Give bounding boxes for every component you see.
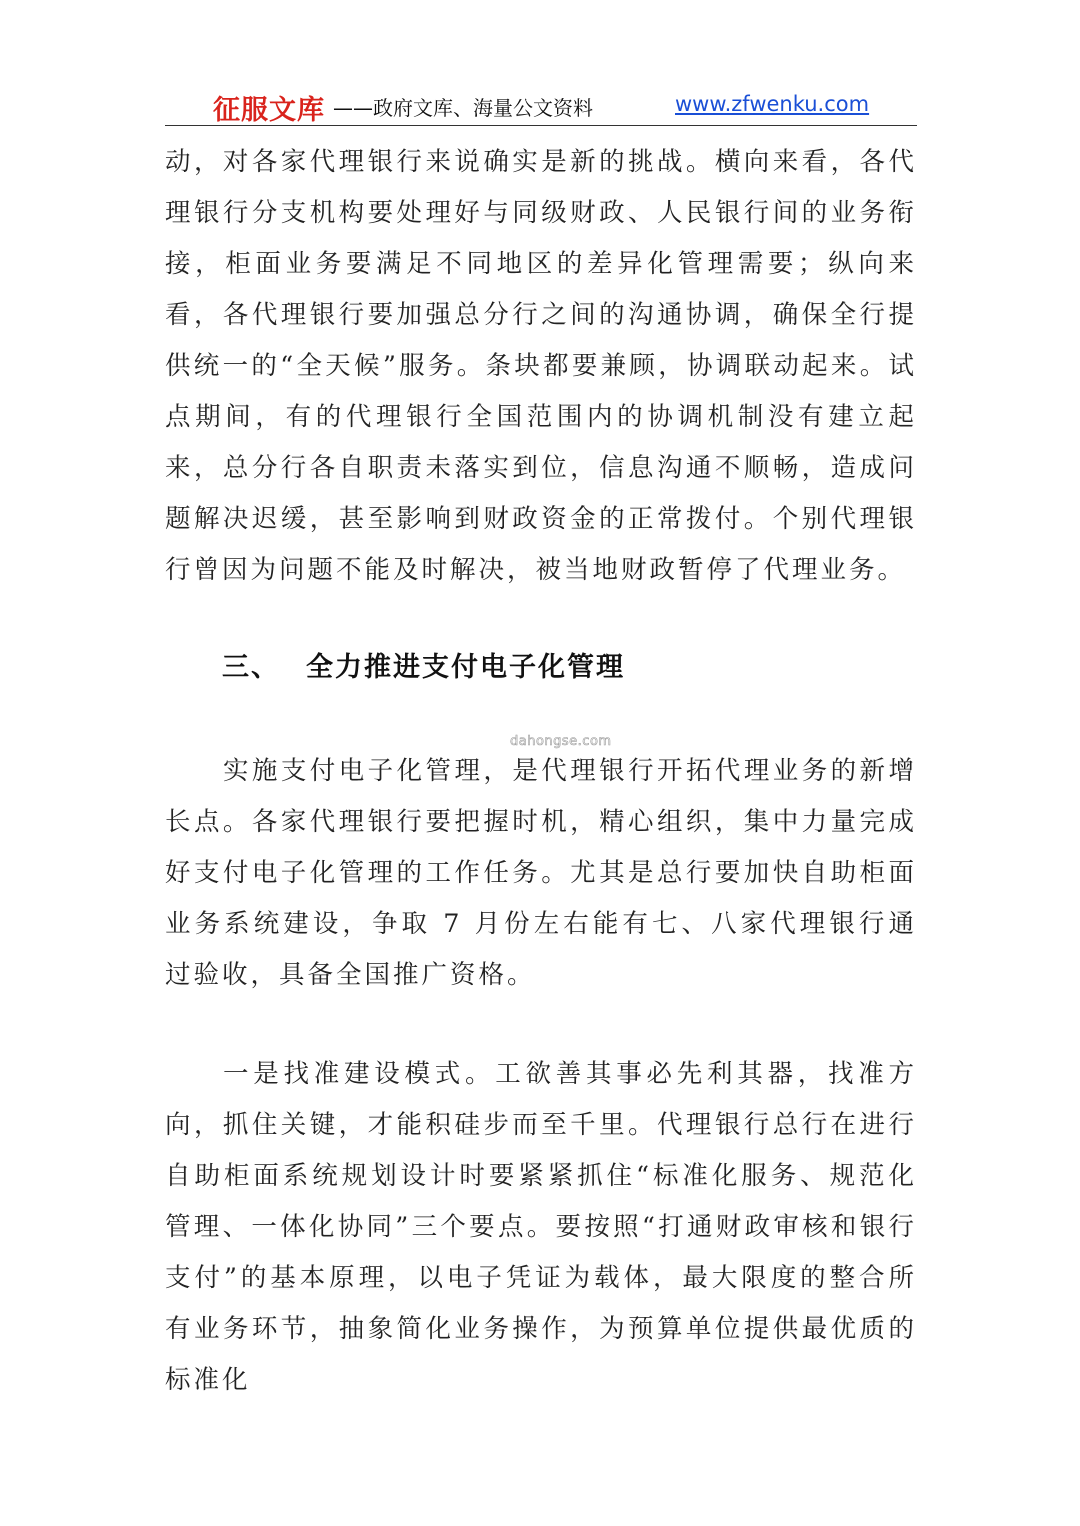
brand-logo-text: 征服文库 [213, 95, 325, 126]
header-tagline: ——政府文库、海量公文资料 [333, 96, 593, 120]
page-header [165, 84, 917, 124]
section-number: 三、 [222, 652, 280, 683]
body-paragraph-1: 动，对各家代理银行来说确实是新的挑战。横向来看，各代理银行分支机构要处理好与同级财政、人民银行间的业务衔接，柜面业务要满足不同地区的差异化管理需要；纵向来看，各代理银行要加强总分行之间的沟通协调，确保全行提供统一的“全天候”服务。条块都要兼顾，协调联动起来。试点期间，有的代理银行全国范围内的协调机制没有建立起来，总分行各自职责未落实到位，信息沟通不顺畅，造成问题解决迟缓，甚至影响到财政资金的正常拨付。个别代理银行曾因为问题不能及时解决，被当地财政暂停了代理业务。 [165, 147, 917, 585]
website-link[interactable]: www.zfwenku.com [675, 92, 870, 116]
body-paragraph-2: 实施支付电子化管理，是代理银行开拓代理业务的新增长点。各家代理银行要把握时机，精心组织，集中力量完成好支付电子化管理的工作任务。尤其是总行要加快自助柜面业务系统建设，争取 7 月份左右能有七、八家代理银行通过验收，具备全国推广资格。 [165, 756, 917, 990]
section-title: 全力推进支付电子化管理 [306, 652, 625, 683]
section-heading [222, 645, 625, 684]
header-divider [165, 125, 917, 126]
watermark: dahongse.com [510, 734, 612, 749]
body-paragraph-3: 一是找准建设模式。工欲善其事必先利其器，找准方向，抓住关键，才能积硅步而至千里。代理银行总行在进行自助柜面系统规划设计时要紧紧抓住“标准化服务、规范化管理、一体化协同”三个要点。要按照“打通财政审核和银行支付”的基本原理，以电子凭证为载体，最大限度的整合所有业务环节，抽象简化业务操作，为预算单位提供最优质的标准化 [165, 1059, 917, 1395]
